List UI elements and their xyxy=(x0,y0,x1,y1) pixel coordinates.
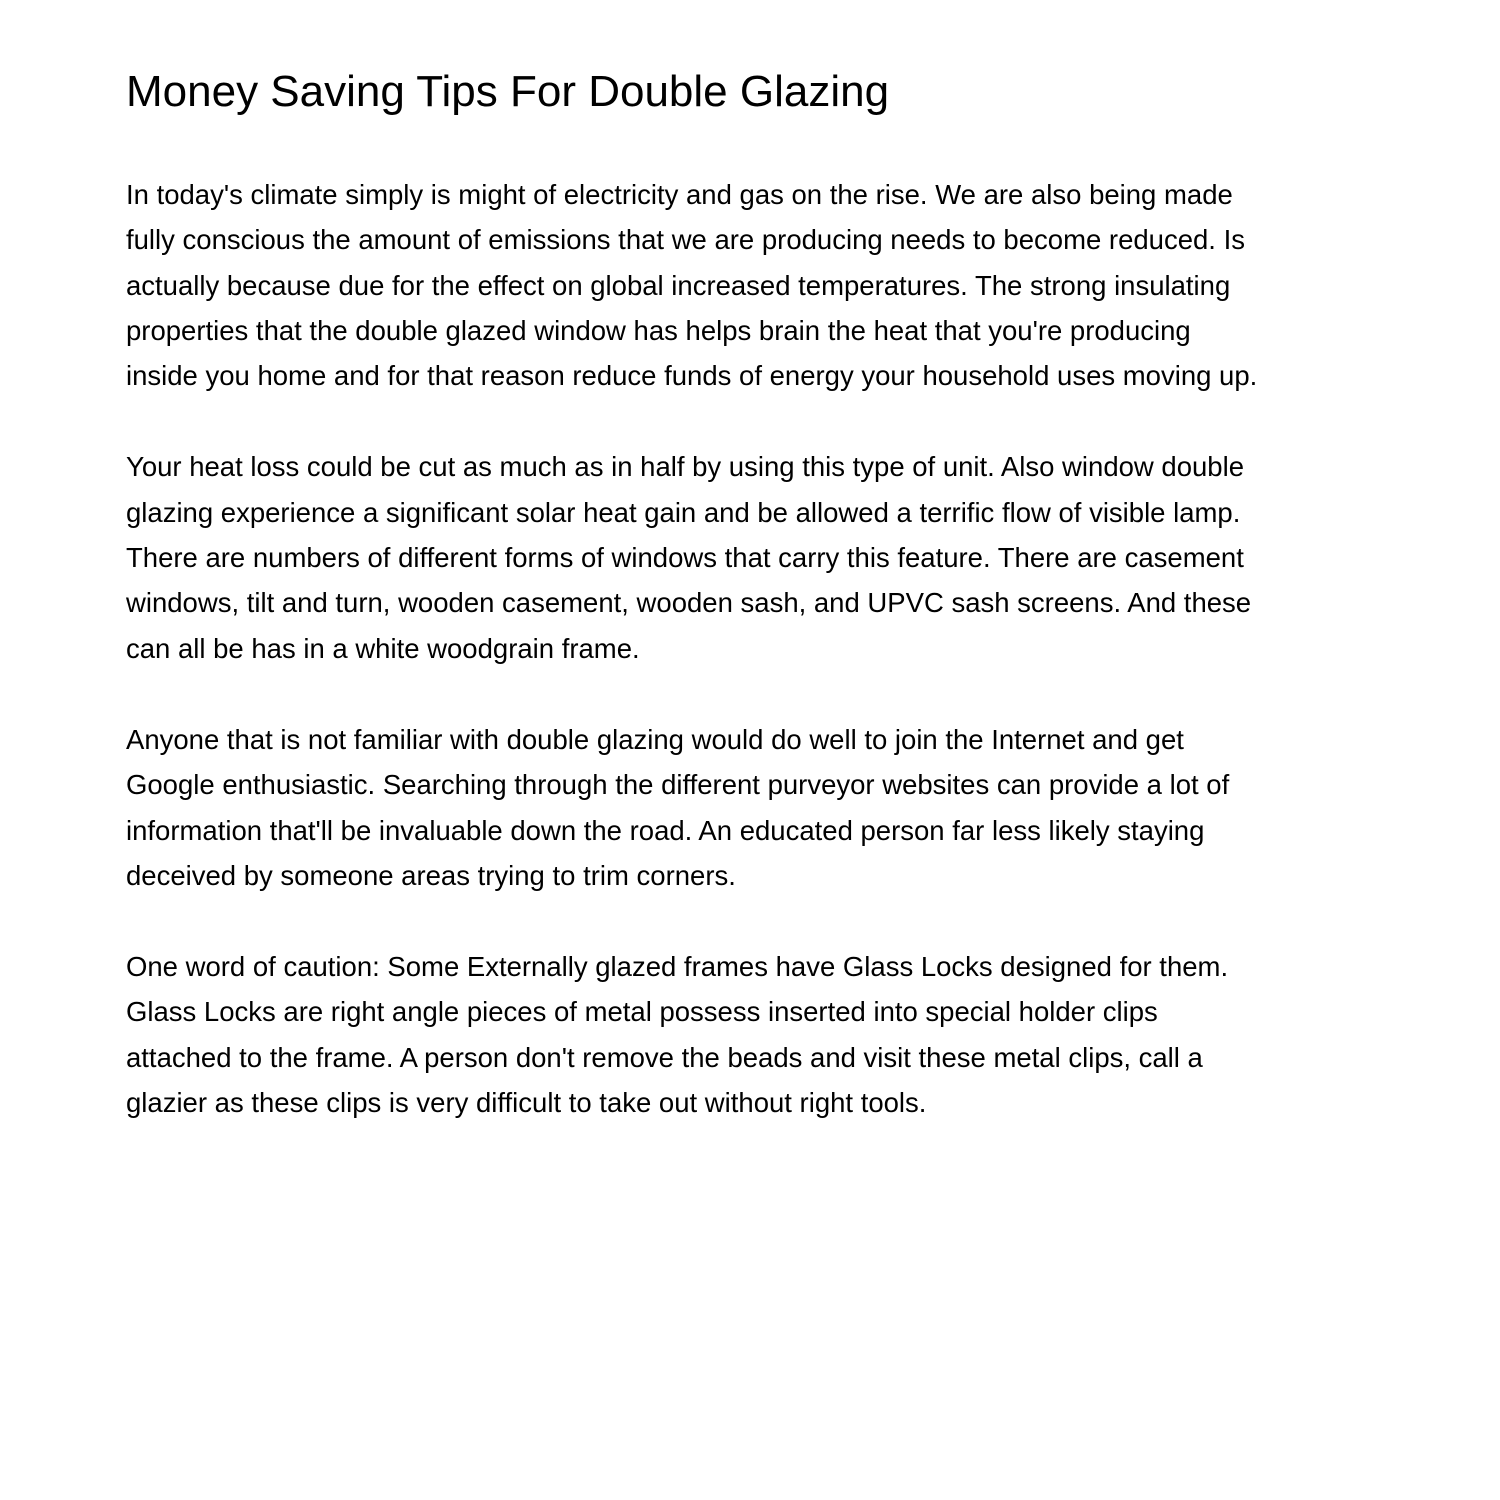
paragraph-line: attached to the frame. A person don't remove the beads and visit these metal clips, call a xyxy=(126,1041,1203,1073)
paragraph-line: One word of caution: Some Externally glazed frames have Glass Locks designed for them. xyxy=(126,951,1229,983)
paragraph-line: actually because due for the effect on global increased temperatures. The strong insulating xyxy=(126,269,1231,301)
paragraph-line: In today's climate simply is might of electricity and gas on the rise. We are also being made xyxy=(126,179,1233,210)
paragraph-2 xyxy=(126,444,1386,670)
paragraph-line: deceived by someone areas trying to trim corners. xyxy=(126,859,736,891)
document-page xyxy=(126,62,1386,1171)
paragraph-line: information that'll be invaluable down the road. An educated person far less likely staying xyxy=(126,814,1205,846)
paragraph-line: glazing experience a significant solar heat gain and be allowed a terrific flow of visible lamp. xyxy=(126,496,1241,528)
paragraph-line: glazier as these clips is very difficult to take out without right tools. xyxy=(126,1087,927,1119)
paragraph-line: Google enthusiastic. Searching through the different purveyor websites can provide a lot of xyxy=(126,769,1230,801)
paragraph-line: can all be has in a white woodgrain frame. xyxy=(126,632,640,664)
paragraph-line: There are numbers of different forms of windows that carry this feature. There are casement xyxy=(126,542,1244,574)
paragraph-1 xyxy=(126,172,1386,398)
paragraph-4 xyxy=(126,944,1386,1125)
paragraph-line: windows, tilt and turn, wooden casement, wooden sash, and UPVC sash screens. And these xyxy=(126,587,1252,619)
paragraph-line: properties that the double glazed window has helps brain the heat that you're producing xyxy=(126,314,1191,346)
paragraph-3 xyxy=(126,717,1386,898)
paragraph-line: inside you home and for that reason reduce funds of energy your household uses moving up. xyxy=(126,360,1258,392)
document-body xyxy=(126,172,1386,1125)
paragraph-line: Your heat loss could be cut as much as in half by using this type of unit. Also window double xyxy=(126,451,1244,483)
paragraph-line: Anyone that is not familiar with double glazing would do well to join the Internet and get xyxy=(126,723,1184,755)
paragraph-line: fully conscious the amount of emissions that we are producing needs to become reduced. Is xyxy=(126,224,1245,256)
paragraph-line: Glass Locks are right angle pieces of metal possess inserted into special holder clips xyxy=(126,996,1158,1028)
page-title: Money Saving Tips For Double Glazing xyxy=(126,67,890,116)
